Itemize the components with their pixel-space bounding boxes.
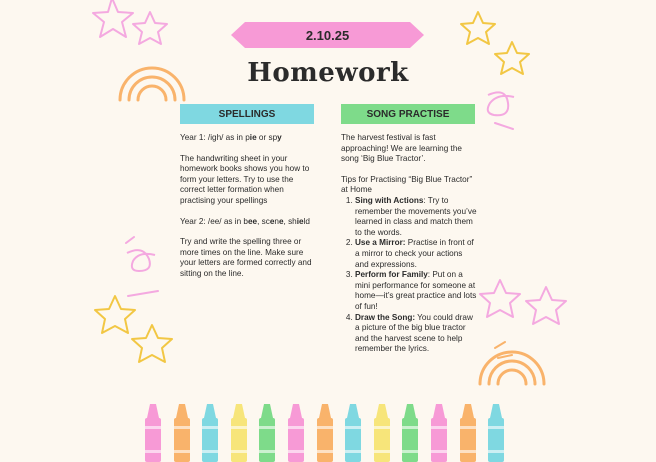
page-title: Homework [247,58,409,88]
crayon-icon [315,404,335,462]
crayon-icon [486,404,506,462]
tip-item: 2. Use a Mirror: Practise in front of a mirror to check your actions and expressions. [355,238,477,270]
tip-item: 4. Draw the Song: You could draw a picture of the big blue tractor and the harvest scene to help remember the lyrics. [355,313,477,355]
year2-spelling: Year 2: /ee/ as in bee, scene, shield [180,216,310,226]
crayon-icon [372,404,392,462]
swirl-icon [495,123,513,129]
crayon-icon [200,404,220,462]
swirl-icon [126,237,158,296]
star-icon [480,280,520,317]
star-icon [526,287,566,324]
crayon-icon [429,404,449,462]
crayon-icon [458,404,478,462]
star-icon [133,12,167,44]
crayon-icon [172,404,192,462]
handwriting-note: The handwriting sheet in your homework books shows you how to form your letters. Try to use the correct letter formation when practising your spellings [180,153,310,205]
crayon-icon [343,404,363,462]
crayon-icon [257,404,277,462]
tip-item: 3. Perform for Family: Put on a mini performance for someone at home—it’s great practice and lots of fun! [355,270,477,312]
crayon-icon [286,404,306,462]
date-banner [245,22,410,48]
song-intro: The harvest festival is fast approaching! We are learning the song ‘Big Blue Tractor’. [341,133,462,164]
star-icon [93,0,133,37]
year1-spelling: Year 1: /igh/ as in pie or spy [180,133,282,142]
spelling-instructions: Try and write the spelling three or more times on the line. Make sure your letters are formed correctly and sitting on the line. [180,237,312,278]
date-text: 2.10.25 [305,27,350,43]
rainbow-icon [480,352,544,384]
swirl-icon [488,92,514,115]
star-icon [132,325,172,362]
star-icon [461,12,495,44]
song-column [341,133,477,355]
crayon-icon [229,404,249,462]
star-icon [95,296,135,333]
crayon-icon [143,404,163,462]
song-practise-heading: SONG PRACTISE [341,104,475,124]
spellings-column [180,133,313,290]
spellings-heading: SPELLINGS [180,104,314,124]
crayon-icon [400,404,420,462]
tips-title: Tips for Practising “Big Blue Tractor” at Home [341,174,473,195]
tips-list [341,196,477,355]
swirl-icon [127,250,155,271]
tip-item: 1. Sing with Actions: Try to remember the movements you’ve learned in class and match them to the words. [355,196,477,238]
